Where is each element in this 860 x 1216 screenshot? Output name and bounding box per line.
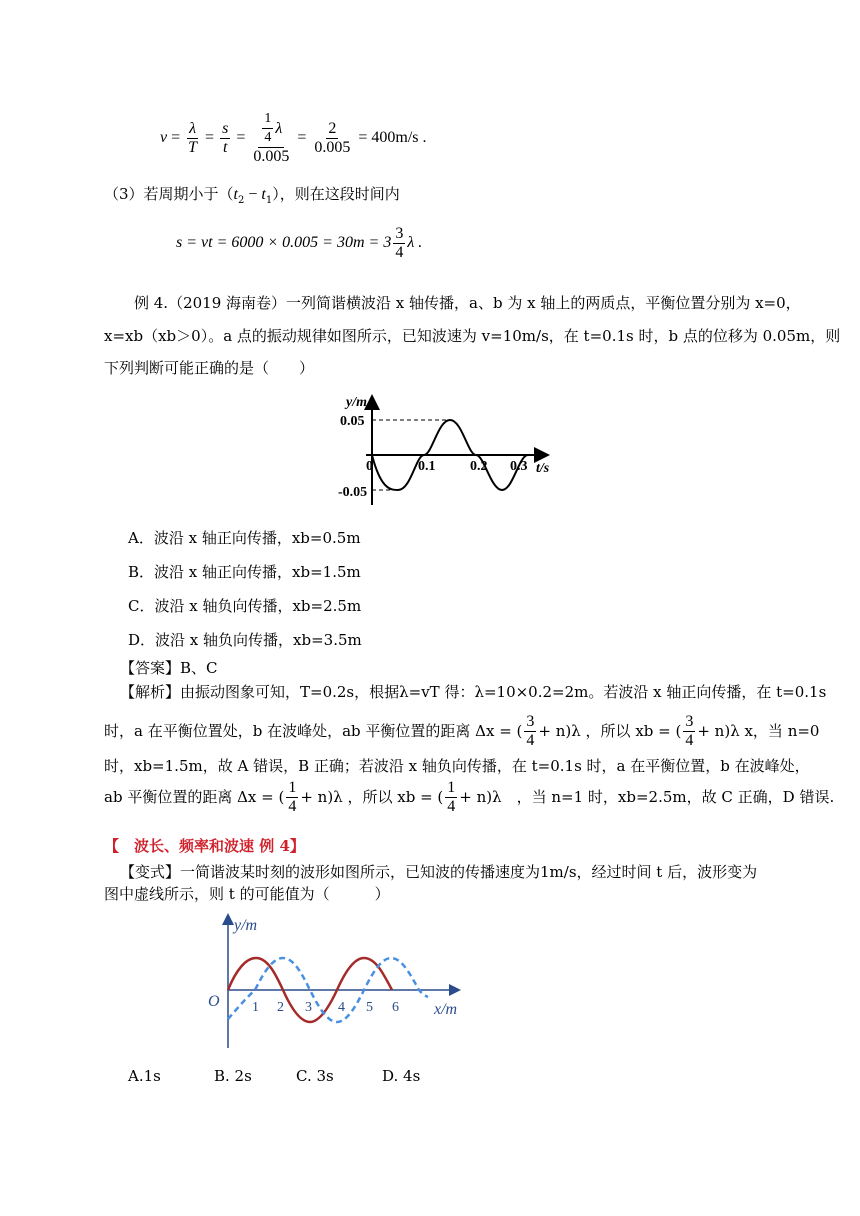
variant-option-d: D. 4s bbox=[382, 1067, 421, 1085]
analysis-line2: 时，a 在平衡位置处，b 在波峰处，ab 平衡位置的距离 Δx = ( $\frac{3}{4}$ + n)λ ，所以 xb = ( $\frac{3}{4}$ + n)λ x，当 n=0 bbox=[104, 712, 820, 749]
variant-option-a: A.1s bbox=[128, 1067, 161, 1085]
analysis-line3: 时，xb=1.5m，故 A 错误，B 正确；若波沿 x 轴负向传播，在 t=0.1s 时，a 在平衡位置，b 在波峰处， bbox=[104, 757, 810, 775]
tick-label: 5 bbox=[366, 1000, 373, 1015]
equation-distance: s = vt = 6000 × 0.005 = 30m = 3 $\frac{3}{4}$ λ . bbox=[176, 224, 423, 261]
waveform-graph bbox=[196, 910, 476, 1050]
part3-statement: （3）若周期小于$(t_2 - t_1)$，则在这段时间内 bbox=[104, 185, 400, 206]
tick-label: 3 bbox=[305, 1000, 312, 1015]
analysis-line1: 【解析】由振动图象可知，T=0.2s，根据λ=vT 得：λ=10×0.2=2m。若波沿 x 轴正向传播，在 t=0.1s bbox=[120, 683, 827, 701]
example4-line2: x=xb（xb＞0）。a 点的振动规律如图所示，已知波速为 v=10m/s，在 t=0.1s 时，b 点的位移为 0.05m，则 bbox=[104, 327, 841, 345]
tick-label: 2 bbox=[277, 1000, 284, 1015]
origin-label: 0 bbox=[366, 459, 373, 474]
option-a: A．波沿 x 轴正向传播，xb=0.5m bbox=[128, 529, 361, 547]
tick-label: 0.3 bbox=[510, 459, 528, 474]
analysis-line4: ab 平衡位置的距离 Δx = ( $\frac{1}{4}$ + n)λ ，所以 xb = ( $\frac{1}{4}$ + n)λ ，当 n=1 时，xb=2.5m，故 C 正确，D 错误. bbox=[104, 778, 835, 815]
x-axis-label: t/s bbox=[536, 461, 550, 476]
x-axis-label: x/m bbox=[434, 1001, 458, 1018]
example4-line1: 例 4.（2019 海南卷）一列简谐横波沿 x 轴传播，a、b 为 x 轴上的两质点，平衡位置分别为 x=0， bbox=[134, 294, 801, 312]
y-bottom-label: -0.05 bbox=[338, 485, 368, 500]
tick-label: 6 bbox=[392, 1000, 399, 1015]
option-d: D．波沿 x 轴负向传播，xb=3.5m bbox=[128, 631, 362, 649]
answer: 【答案】B、C bbox=[120, 659, 218, 677]
tick-label: 4 bbox=[338, 1000, 345, 1015]
option-b: B．波沿 x 轴正向传播，xb=1.5m bbox=[128, 563, 361, 581]
equation-velocity: v = $\frac{\lambda}{T}$ = $\frac{s}{t}$ = $\frac{1}{4}$ λ 0.005 = $\frac{2}{0.005}$ = 400m/s . bbox=[160, 111, 427, 165]
section-title: 【 波长、频率和波速 例 4】 bbox=[104, 837, 305, 855]
tick-label: 1 bbox=[252, 1000, 259, 1015]
y-axis-label: y/m bbox=[346, 395, 367, 410]
variant-option-c: C. 3s bbox=[296, 1067, 334, 1085]
tick-label: 0.2 bbox=[470, 459, 488, 474]
origin-label: O bbox=[208, 993, 220, 1010]
variant-line1: 【变式】一简谐波某时刻的波形如图所示，已知波的传播速度为1m/s，经过时间 t 后，波形变为 bbox=[120, 863, 758, 881]
variant-line2: 图中虚线所示，则 t 的可能值为（ ） bbox=[104, 885, 390, 903]
tick-label: 0.1 bbox=[418, 459, 436, 474]
y-top-label: 0.05 bbox=[340, 414, 365, 429]
variant-option-b: B. 2s bbox=[214, 1067, 252, 1085]
example4-line3: 下列判断可能正确的是（ ） bbox=[104, 359, 315, 377]
option-c: C．波沿 x 轴负向传播，xb=2.5m bbox=[128, 597, 362, 615]
vibration-graph bbox=[336, 390, 566, 510]
y-axis-label: y/m bbox=[234, 917, 258, 934]
